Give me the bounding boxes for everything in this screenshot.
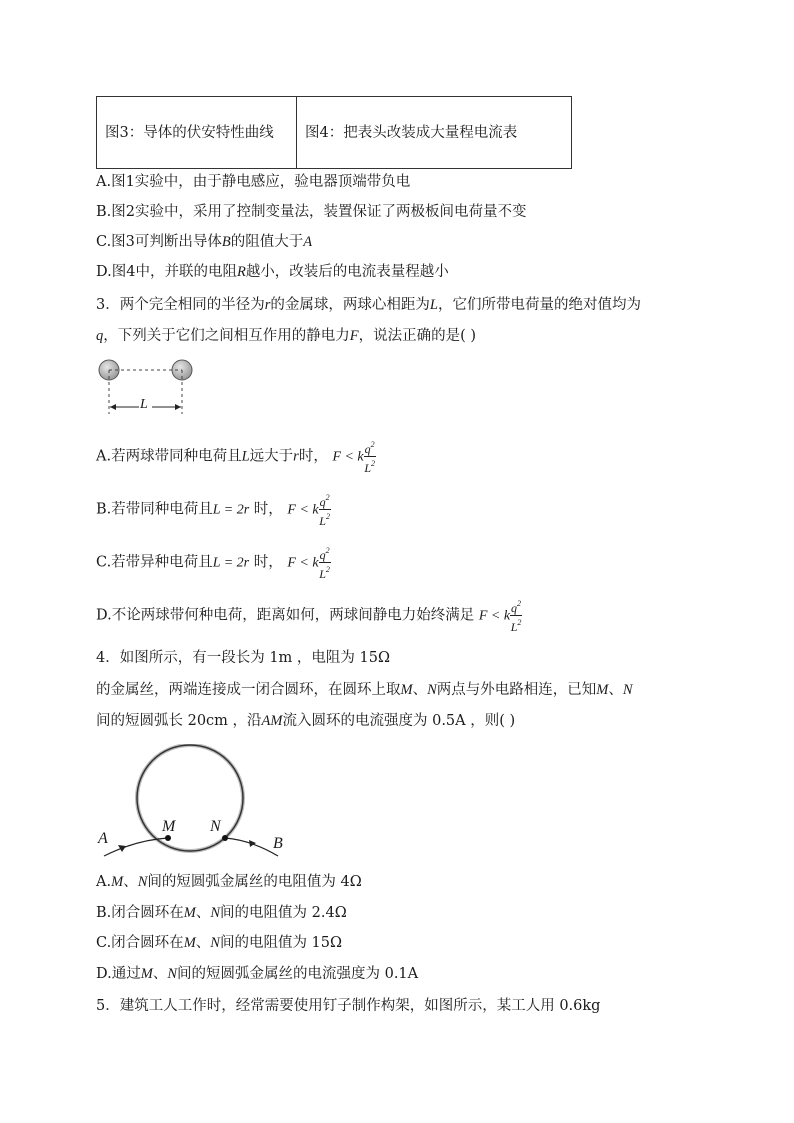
table-cell-fig4: 图4：把表头改装成大量程电流表 (297, 97, 572, 169)
q2-option-a: A.图1实验中，由于静电感应，验电器顶端带负电 (96, 174, 411, 190)
q4-stem-line1: 4．如图所示，有一段长为 1m ，电阻为 15Ω (96, 650, 390, 666)
label-M: M (162, 818, 176, 835)
q2-option-b: B.图2实验中，采用了控制变量法，装置保证了两极板间电荷量不变 (96, 204, 527, 220)
point-N (222, 835, 228, 841)
label-A: A (98, 830, 108, 847)
q4-stem-line3: 间的短圆弧长 20cm ，沿AM流入圆环的电流强度为 0.5A ，则( ) (96, 713, 516, 729)
q4-stem-line2: 的金属丝，两端连接成一闭合圆环，在圆环上取M、N两点与外电路相连，已知M、N (96, 682, 633, 698)
dim-arrowhead-right (175, 404, 181, 410)
q4-option-b: B.闭合圆环在M、N间的电阻值为 2.4Ω (96, 905, 347, 921)
two-spheres-figure (96, 356, 206, 418)
q3-stem-line2: q，下列关于它们之间相互作用的静电力F，说法正确的是( ) (96, 328, 477, 344)
figure-label-L: L (140, 397, 148, 412)
ring-circuit-figure (96, 744, 296, 860)
q5-stem-line1: 5．建筑工人工作时，经常需要使用钉子制作构架，如图所示，某工人用 0.6kg (96, 998, 601, 1014)
q3-option-d: D.不论两球带何种电荷，距离如何，两球间静电力始终满足 F < k $\frac{q^2}{L^2}$ (96, 599, 522, 634)
fraction-q2-over-L2: $\frac{q^2}{L^2}$ (364, 440, 375, 475)
arrow-A-icon (118, 845, 126, 852)
q4-option-c: C.闭合圆环在M、N间的电阻值为 15Ω (96, 935, 343, 951)
wire-B (225, 838, 278, 856)
label-B: B (273, 835, 283, 852)
q4-option-d: D.通过M、N间的短圆弧金属丝的电流强度为 0.1A (96, 966, 419, 982)
q3-stem-line1: 3．两个完全相同的半径为r的金属球，两球心相距为L，它们所带电荷量的绝对值均为 (96, 297, 641, 313)
q3-option-a: A.若两球带同种电荷且L远大于r时， F < k $\frac{q^2}{L^2}$ (96, 440, 375, 475)
figure-caption-table (96, 96, 572, 169)
fraction-q2-over-L2: $\frac{q^2}{L^2}$ (510, 599, 522, 634)
q3-option-b: B.若带同种电荷且L = 2r 时， F < k $\frac{q^2}{L^2}$ (96, 493, 330, 528)
q2-option-d: D.图4中，并联的电阻R越小，改装后的电流表量程越小 (96, 264, 449, 280)
arrow-B-icon (249, 840, 256, 847)
dim-arrowhead-left (110, 404, 116, 410)
fraction-q2-over-L2: $\frac{q^2}{L^2}$ (319, 546, 330, 581)
table-cell-fig3: 图3：导体的伏安特性曲线 (97, 97, 297, 169)
label-N: N (210, 818, 221, 835)
metal-ring (137, 745, 243, 851)
q4-option-a: A.M、N间的短圆弧金属丝的电阻值为 4Ω (96, 874, 362, 890)
fraction-q2-over-L2: $\frac{q^2}{L^2}$ (319, 493, 330, 528)
q3-option-c: C.若带异种电荷且L = 2r 时， F < k $\frac{q^2}{L^2}$ (96, 546, 330, 581)
q2-option-c: C.图3可判断出导体B的阻值大于A (96, 234, 313, 250)
